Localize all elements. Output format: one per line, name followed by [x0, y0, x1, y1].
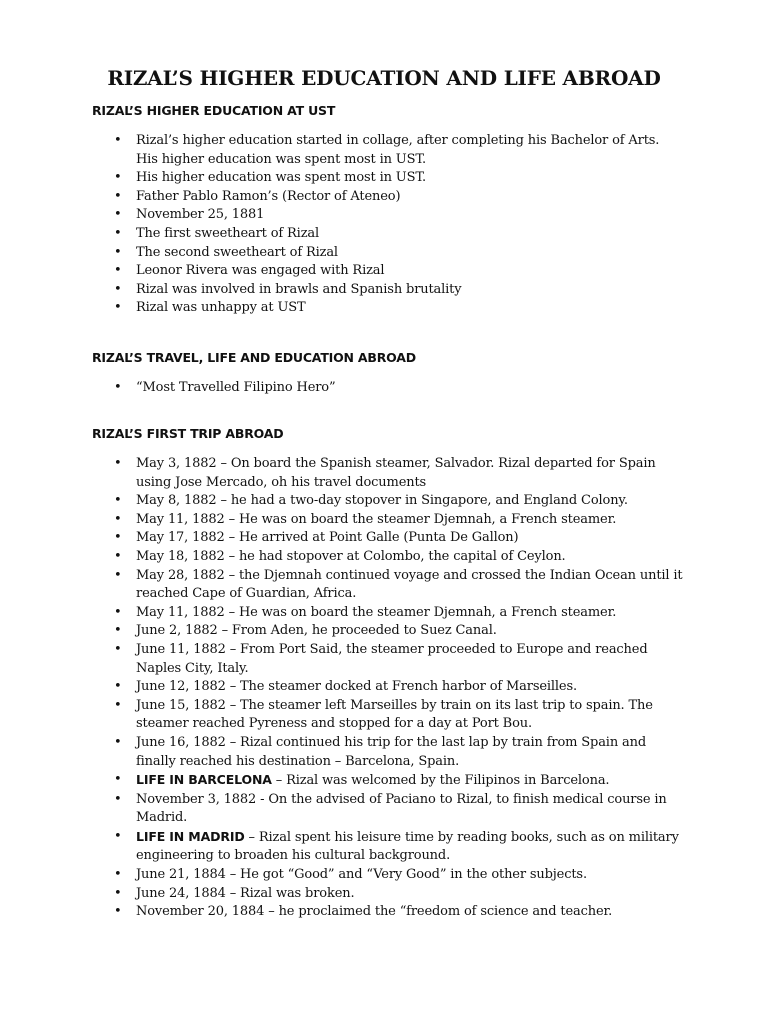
- bullet-icon: •: [114, 885, 122, 901]
- list-item: [0, 132, 684, 169]
- section-heading: RIZAL’S FIRST TRIP ABROAD: [92, 426, 284, 441]
- bullet-icon: •: [114, 567, 122, 583]
- list-item-text: May 8, 1882 – he had a two-day stopover in Singapore, and England Colony.: [136, 493, 628, 509]
- list-item: [0, 903, 684, 922]
- bullet-icon: •: [114, 244, 122, 260]
- list-item-text: June 11, 1882 – From Port Said, the steamer proceeded to Europe and reached Naples City, Italy.: [136, 641, 648, 676]
- list-item-text: The second sweetheart of Rizal: [136, 244, 338, 260]
- list-item-text: November 3, 1882 - On the advised of Paciano to Rizal, to finish medical course in Madrid.: [136, 791, 667, 826]
- list-item-text: June 24, 1884 – Rizal was broken.: [136, 885, 355, 901]
- list-item: [0, 866, 684, 885]
- list-item: [0, 885, 684, 904]
- list-item-lead: LIFE IN MADRID: [136, 828, 245, 844]
- bullet-icon: •: [114, 170, 122, 186]
- bullet-icon: •: [114, 225, 122, 241]
- bullet-icon: •: [114, 511, 122, 527]
- list-item: [0, 622, 684, 641]
- list-item: [0, 678, 684, 697]
- bullet-icon: •: [114, 697, 122, 713]
- list-item-text: – Rizal was welcomed by the Filipinos in Barcelona.: [271, 773, 610, 789]
- list-item: [0, 169, 684, 188]
- list-item: [0, 225, 684, 244]
- list-item: [0, 281, 684, 300]
- bullet-icon: •: [114, 679, 122, 695]
- bullet-icon: •: [114, 133, 122, 148]
- bullet-icon: •: [114, 548, 122, 564]
- list-item: [0, 548, 684, 567]
- list-item-text: June 21, 1884 – He got “Good” and “Very Good” in the other subjects.: [136, 867, 587, 883]
- list-item-text: June 12, 1882 – The steamer docked at French harbor of Marseilles.: [136, 679, 577, 695]
- list-item: [0, 791, 684, 828]
- bullet-icon: •: [114, 604, 122, 620]
- section-heading: RIZAL’S TRAVEL, LIFE AND EDUCATION ABROAD: [92, 350, 416, 365]
- bullet-icon: •: [114, 281, 122, 297]
- list-item-text: Father Pablo Ramon’s (Rector of Ateneo): [136, 188, 401, 204]
- list-item: [0, 262, 684, 281]
- list-item-text: Rizal was involved in brawls and Spanish brutality: [136, 281, 462, 297]
- section-heading: RIZAL’S HIGHER EDUCATION AT UST: [92, 103, 336, 118]
- bullet-icon: •: [114, 867, 122, 883]
- list-item-text: “Most Travelled Filipino Hero”: [136, 380, 336, 395]
- list-item: [0, 244, 684, 263]
- list-item: [0, 771, 684, 791]
- list-item: [0, 379, 684, 398]
- list-item-text: The first sweetheart of Rizal: [136, 225, 320, 241]
- list-item-text: May 18, 1882 – he had stopover at Colombo, the capital of Ceylon.: [136, 548, 566, 564]
- list-item-text: May 11, 1882 – He was on board the steamer Djemnah, a French steamer.: [136, 604, 617, 620]
- bullet-icon: •: [114, 772, 122, 788]
- list-item: [0, 641, 684, 678]
- list-item: [0, 299, 684, 318]
- list-item: [0, 734, 684, 771]
- list-item: [0, 567, 684, 604]
- list-item: [0, 492, 684, 511]
- bullet-icon: •: [114, 791, 122, 807]
- bullet-list: [0, 132, 768, 318]
- list-item: [0, 206, 684, 225]
- list-item: [0, 455, 684, 492]
- list-item: [0, 697, 684, 734]
- list-item-text: Rizal was unhappy at UST: [136, 300, 306, 316]
- list-item-text: June 16, 1882 – Rizal continued his trip for the last lap by train from Spain and finally reached his destination – Barcelona, Spain.: [136, 734, 647, 769]
- bullet-list: [0, 379, 768, 398]
- document-title: RIZAL’S HIGHER EDUCATION AND LIFE ABROAD: [107, 66, 661, 90]
- list-item-lead: LIFE IN BARCELONA: [136, 772, 272, 788]
- list-item-text: June 2, 1882 – From Aden, he proceeded to Suez Canal.: [136, 623, 497, 639]
- bullet-icon: •: [114, 828, 122, 844]
- bullet-icon: •: [114, 530, 122, 546]
- list-item: [0, 511, 684, 530]
- list-item-text: November 20, 1884 – he proclaimed the “freedom of science and teacher.: [136, 904, 613, 920]
- bullet-icon: •: [114, 188, 122, 204]
- bullet-list: [0, 455, 768, 922]
- list-item-text: Leonor Rivera was engaged with Rizal: [136, 263, 385, 279]
- list-item-text: May 11, 1882 – He was on board the steamer Djemnah, a French steamer.: [136, 511, 617, 527]
- list-item-text: Rizal’s higher education started in collage, after completing his Bachelor of Arts. His higher education was spent most in UST.: [136, 133, 660, 167]
- list-item-text: June 15, 1882 – The steamer left Marseilles by train on its last trip to spain. The steamer reached Pyreness and stopped for a day at Port Bou.: [136, 697, 653, 732]
- bullet-icon: •: [114, 493, 122, 509]
- bullet-icon: •: [114, 300, 122, 316]
- list-item-text: – Rizal spent his leisure time by reading books, such as on military engineering to broaden his cultural background.: [136, 829, 679, 864]
- list-item-text: His higher education was spent most in UST.: [136, 170, 426, 186]
- bullet-icon: •: [114, 263, 122, 279]
- list-item-text: May 17, 1882 – He arrived at Point Galle (Punta De Gallon): [136, 530, 519, 546]
- bullet-icon: •: [114, 904, 122, 920]
- bullet-icon: •: [114, 641, 122, 657]
- list-item: [0, 188, 684, 207]
- bullet-icon: •: [114, 456, 122, 471]
- list-item: [0, 604, 684, 623]
- bullet-icon: •: [114, 734, 122, 750]
- list-item-text: November 25, 1881: [136, 207, 265, 223]
- bullet-icon: •: [114, 207, 122, 223]
- bullet-icon: •: [114, 623, 122, 639]
- list-item: [0, 828, 684, 866]
- list-item: [0, 529, 684, 548]
- bullet-icon: •: [114, 380, 122, 395]
- list-item-text: May 3, 1882 – On board the Spanish steamer, Salvador. Rizal departed for Spain using Jose Mercado, oh his travel documents: [136, 456, 656, 490]
- list-item-text: May 28, 1882 – the Djemnah continued voyage and crossed the Indian Ocean until it reached Cape of Guardian, Africa.: [136, 567, 683, 602]
